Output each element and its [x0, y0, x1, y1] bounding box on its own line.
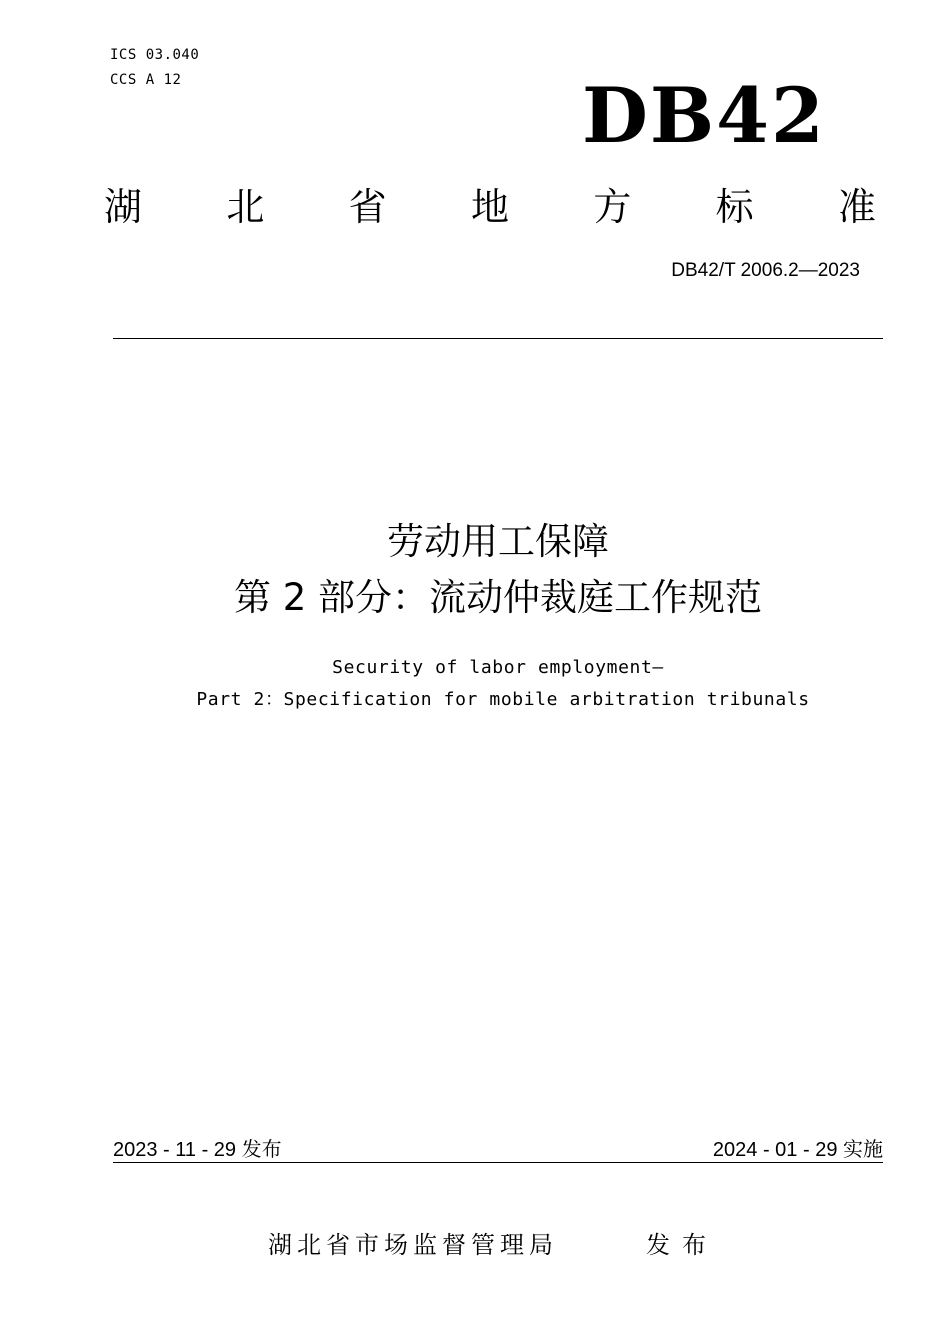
publish-label: 发布	[646, 1231, 718, 1259]
standard-logo: DB42	[582, 71, 826, 160]
standard-type-char: 准	[837, 185, 876, 229]
footer-divider	[113, 1162, 883, 1163]
standard-type-heading	[104, 183, 876, 231]
standard-type-char: 湖	[104, 185, 143, 229]
ccs-code: CCS A 12	[110, 72, 182, 88]
standard-type-char: 省	[348, 185, 387, 229]
title-cn-line1: 劳动用工保障	[387, 520, 609, 563]
standard-type-char: 地	[470, 185, 509, 229]
title-en-line2: Part 2：Specification for mobile arbitration tribunals	[196, 689, 810, 710]
standard-type-char: 标	[715, 185, 754, 229]
standard-number: DB42/T 2006.2—2023	[671, 260, 860, 281]
implementation-date: 2024 - 01 - 29 实施	[712, 1139, 883, 1161]
publisher-name: 湖北省市场监督管理局	[268, 1231, 558, 1259]
standard-type-char: 北	[226, 185, 265, 229]
header-divider	[113, 338, 883, 339]
issue-date: 2023 - 11 - 29 发布	[113, 1139, 282, 1161]
title-cn-line2: 第 2 部分：流动仲裁庭工作规范	[233, 576, 763, 619]
standard-type-char: 方	[593, 185, 632, 229]
ics-code: ICS 03.040	[110, 47, 200, 63]
title-en-line1: Security of labor employment—	[332, 657, 664, 678]
